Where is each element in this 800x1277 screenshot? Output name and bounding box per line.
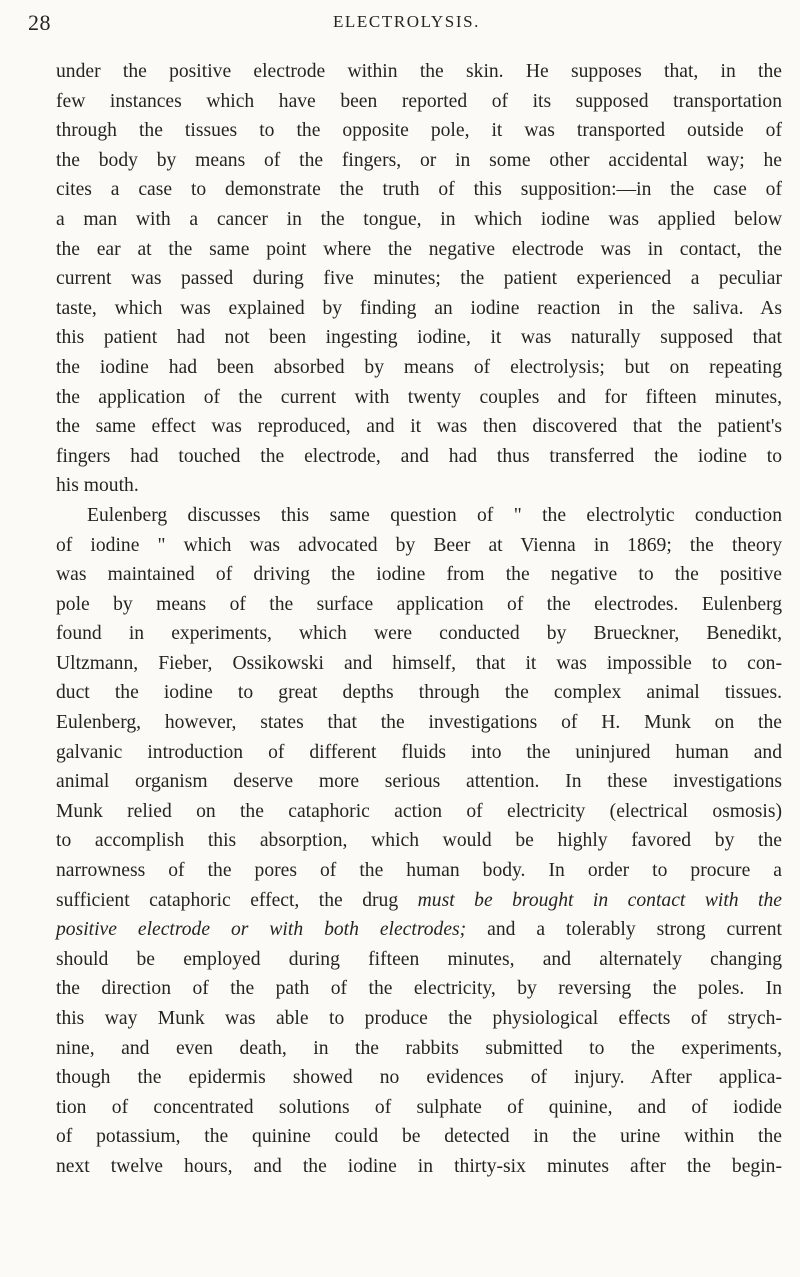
- text-segment: and a tolerably strong current: [466, 919, 782, 941]
- text-line: fingers had touched the electrode, and had thus transferred the iodine to: [56, 445, 782, 467]
- text-line: this way Munk was able to produce the physiological effects of strych-: [56, 1008, 782, 1029]
- text-segment: sufficient cataphoric effect, the drug: [56, 889, 418, 911]
- text-line: [56, 915, 782, 945]
- text-line: duct the iodine to great depths through the complex animal tissues.: [56, 682, 782, 704]
- page-header: [28, 10, 760, 38]
- text-line: Eulenberg discusses this same question of " the electrolytic conduction: [87, 504, 782, 526]
- text-line: next twelve hours, and the iodine in thirty-six minutes after the begin-: [56, 1155, 782, 1177]
- text-line: of iodine " which was advocated by Beer at Vienna in 1869; the theory: [56, 534, 782, 556]
- body-text: [56, 57, 782, 1182]
- text-line: few instances which have been reported of its supposed transportation: [56, 90, 782, 112]
- text-line: [56, 886, 782, 916]
- text-line: this patient had not been ingesting iodine, it was naturally supposed that: [56, 327, 782, 349]
- text-line: pole by means of the surface application of the electrodes. Eulenberg: [56, 593, 782, 615]
- text-line: the application of the current with twenty couples and for fifteen minutes,: [56, 386, 782, 408]
- text-line: tion of concentrated solutions of sulphate of quinine, and of iodide: [56, 1096, 782, 1118]
- text-line: nine, and even death, in the rabbits submitted to the experiments,: [56, 1037, 782, 1059]
- text-line: current was passed during five minutes; the patient experienced a peculiar: [56, 268, 782, 290]
- text-line: narrowness of the pores of the human body. In order to procure a: [56, 860, 782, 882]
- text-line: his mouth.: [56, 475, 139, 497]
- text-line: animal organism deserve more serious attention. In these investigations: [56, 771, 782, 793]
- text-line: was maintained of driving the iodine from the negative to the positive: [56, 564, 782, 586]
- text-line: the iodine had been absorbed by means of electrolysis; but on repeating: [56, 356, 782, 378]
- text-line: Munk relied on the cataphoric action of electricity (electrical osmosis): [56, 800, 782, 822]
- text-line: of potassium, the quinine could be detected in the urine within the: [56, 1126, 782, 1148]
- text-line: the body by means of the fingers, or in some other accidental way; he: [56, 149, 782, 171]
- text-line: Eulenberg, however, states that the investigations of H. Munk on the: [56, 712, 782, 734]
- text-line: taste, which was explained by finding an iodine reaction in the saliva. As: [56, 297, 782, 319]
- text-line: a man with a cancer in the tongue, in which iodine was applied below: [56, 208, 782, 230]
- text-line: to accomplish this absorption, which would be highly favored by the: [56, 830, 782, 852]
- page-number: 28: [28, 10, 51, 35]
- running-head: ELECTROLYSIS.: [332, 12, 481, 31]
- text-line: should be employed during fifteen minutes, and alternately changing: [56, 948, 782, 970]
- text-line: galvanic introduction of different fluids into the uninjured human and: [56, 741, 782, 763]
- text-line: though the epidermis showed no evidences of injury. After applica-: [56, 1067, 782, 1089]
- text-line: through the tissues to the opposite pole, it was transported outside of: [56, 120, 782, 142]
- italic-text: must be brought in contact with the: [417, 889, 782, 911]
- text-line: under the positive electrode within the skin. He supposes that, in the: [56, 61, 782, 82]
- text-line: cites a case to demonstrate the truth of this supposition:—in the case of: [56, 179, 782, 201]
- text-line: the ear at the same point where the negative electrode was in contact, the: [56, 238, 782, 260]
- text-line: found in experiments, which were conducted by Brueckner, Benedikt,: [56, 623, 782, 645]
- text-line: the direction of the path of the electricity, by reversing the poles. In: [56, 978, 782, 1000]
- text-line: the same effect was reproduced, and it was then discovered that the patient's: [56, 416, 782, 438]
- italic-text: positive electrode or with both electrodes;: [56, 919, 467, 941]
- text-line: Ultzmann, Fieber, Ossikowski and himself, that it was impossible to con-: [56, 652, 782, 674]
